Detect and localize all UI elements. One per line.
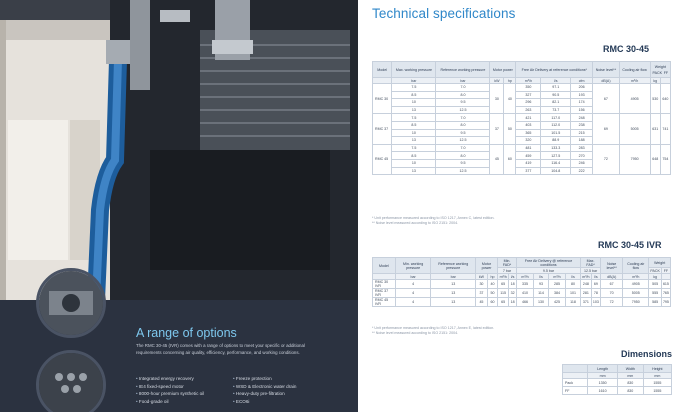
col-subheader: PACK: [650, 268, 660, 273]
unit-cell: kW: [476, 274, 488, 280]
table-cell: 830: [617, 387, 643, 395]
unit-cell: kg: [650, 78, 660, 84]
option-item: • Food-grade oil: [136, 398, 204, 406]
col-header: Max. FAD*: [581, 258, 601, 268]
table-cell: 10: [392, 159, 436, 167]
table-cell: 246: [571, 159, 593, 167]
table-cell: 1350: [588, 379, 618, 387]
ivr-footnotes: [372, 326, 494, 336]
table-cell: 419: [516, 159, 541, 167]
model-cell: RMC 45 IVR: [373, 298, 396, 307]
unit-cell: l/s: [566, 274, 581, 280]
table-cell: 12.5: [436, 137, 490, 145]
option-item: • Freeze protection: [233, 375, 296, 383]
table-cell: 67: [601, 280, 623, 289]
unit-cell: dB(A): [593, 78, 619, 84]
options-list-left: [136, 375, 204, 405]
col-header: Model: [373, 258, 396, 274]
table-cell: 112.0: [541, 121, 571, 129]
table-cell: 8.0: [436, 91, 490, 99]
table-cell: 281: [581, 289, 592, 298]
filter-inset-photo: [36, 350, 106, 412]
table-row: [563, 379, 672, 387]
dimensions-section-title: Dimensions: [621, 349, 673, 359]
table-cell: 263: [516, 106, 541, 114]
table-cell: 18: [509, 298, 517, 307]
table-cell: 12.5: [436, 167, 490, 175]
option-item: • Heavy-duty pre-filtration: [233, 390, 296, 398]
table-cell: 7.5: [392, 114, 436, 122]
table-cell: 40: [487, 280, 497, 289]
table-cell: 114: [533, 289, 548, 298]
col-header: Weight: [649, 258, 671, 268]
table-cell: 403: [516, 121, 541, 129]
table-cell: 530: [650, 84, 660, 114]
unit-cell: mm: [617, 373, 643, 379]
col-subheader: 12.5 bar: [581, 268, 601, 274]
table-cell: 188: [571, 137, 593, 145]
table-cell: 421: [516, 114, 541, 122]
table-cell: 795: [661, 298, 670, 307]
ivr-spec-table: [372, 257, 671, 307]
col-header: Noise level**: [593, 62, 619, 78]
col-header: Free Air Delivery @ reference conditions: [516, 258, 580, 268]
footnote: * Unit performance measured according to ISO 1217, Annex C, latest edition.: [372, 216, 495, 220]
table-cell: 1555: [643, 379, 671, 387]
table-cell: 585: [649, 298, 662, 307]
table-cell: 13: [392, 137, 436, 145]
table-cell: 4: [395, 298, 431, 307]
unit-cell: mm: [588, 373, 618, 379]
table-cell: 69: [593, 114, 619, 144]
table-cell: 631: [650, 114, 660, 144]
col-header: [563, 365, 588, 373]
table-cell: 555: [649, 289, 662, 298]
unit-cell: dB(A): [601, 274, 623, 280]
table-cell: 9.5: [436, 99, 490, 107]
table-cell: 350: [516, 84, 541, 92]
table-cell: 118: [566, 298, 581, 307]
table-cell: 115: [498, 289, 509, 298]
table-cell: 97.1: [541, 84, 571, 92]
model-cell: RMC 37: [373, 114, 392, 144]
row-label: FF: [563, 387, 588, 395]
unit-cell: bar: [392, 78, 436, 84]
table-cell: 80: [566, 280, 581, 289]
table-cell: 88.9: [541, 137, 571, 145]
table-cell: 8.5: [392, 152, 436, 160]
unit-cell: l/s: [509, 274, 517, 280]
table-cell: 459: [516, 152, 541, 160]
table-cell: 30: [490, 84, 504, 114]
col-header: Cooling air flow: [619, 62, 650, 78]
table-cell: 4905: [619, 84, 650, 114]
col-header: Min. working pressure: [395, 258, 431, 274]
table-cell: 1555: [643, 387, 671, 395]
table-cell: 30: [476, 280, 488, 289]
table-cell: 72: [601, 298, 623, 307]
unit-cell: kW: [490, 78, 504, 84]
table-cell: 101.5: [541, 129, 571, 137]
table-cell: 4: [395, 280, 431, 289]
table-cell: 82.1: [541, 99, 571, 107]
unit-cell: m³/h: [623, 274, 649, 280]
table-cell: 13: [431, 298, 476, 307]
table-cell: 7.0: [436, 114, 490, 122]
table-cell: 648: [650, 144, 660, 174]
table-cell: 73.7: [541, 106, 571, 114]
unit-cell: cfm: [571, 78, 593, 84]
table-cell: 7950: [623, 298, 649, 307]
col-header: Motor power: [490, 62, 516, 78]
table-cell: 9.5: [436, 129, 490, 137]
table-cell: 13: [392, 106, 436, 114]
table-row: [373, 144, 671, 152]
table-cell: 13: [431, 289, 476, 298]
table-cell: 7.0: [436, 84, 490, 92]
table-cell: 222: [571, 167, 593, 175]
table-cell: 60: [487, 298, 497, 307]
table-cell: 156: [571, 106, 593, 114]
col-header: Reference working pressure: [431, 258, 476, 274]
unit-cell: bar: [395, 274, 431, 280]
table-cell: 270: [571, 152, 593, 160]
table-cell: 248: [581, 280, 592, 289]
option-item: • Integrated energy recovery: [136, 375, 204, 383]
col-header: Cooling air flow: [623, 258, 649, 274]
option-item: • ECO6i: [233, 398, 296, 406]
table-cell: 40: [504, 84, 516, 114]
table-cell: 765: [661, 289, 670, 298]
table-row: [563, 387, 672, 395]
table-cell: 69: [591, 280, 600, 289]
table-cell: 7.5: [392, 144, 436, 152]
unit-cell: hp: [504, 78, 516, 84]
unit-cell: bar: [436, 78, 490, 84]
rmc-footnotes: [372, 216, 494, 226]
col-header: Min. FAD*: [498, 258, 517, 268]
table-cell: 320: [516, 137, 541, 145]
table-cell: 72: [593, 144, 619, 174]
table-cell: 741: [660, 114, 670, 144]
table-cell: 4905: [623, 280, 649, 289]
model-cell: RMC 37 IVR: [373, 289, 396, 298]
table-cell: 45: [476, 298, 488, 307]
col-header: Reference working pressure: [436, 62, 490, 78]
table-cell: 10: [392, 99, 436, 107]
unit-cell: m³/h: [516, 274, 533, 280]
rmc-section-title: RMC 30-45: [603, 44, 650, 54]
col-header: Width: [617, 365, 643, 373]
option-item: • 8000-hour premium synthetic oil: [136, 390, 204, 398]
table-cell: 4: [395, 289, 431, 298]
table-cell: 78: [591, 289, 600, 298]
rmc-spec-table: [372, 61, 671, 175]
unit-cell: mm: [643, 373, 671, 379]
unit-cell: m³/h: [549, 274, 566, 280]
table-cell: 127.5: [541, 152, 571, 160]
table-cell: 377: [516, 167, 541, 175]
option-item: • IE4 fixed-speed motor: [136, 383, 204, 391]
table-cell: 296: [516, 99, 541, 107]
table-cell: 13: [392, 167, 436, 175]
weight-sub-header: PACK: [652, 70, 663, 75]
page-title: Technical specifications: [372, 6, 516, 21]
table-cell: 215: [571, 129, 593, 137]
col-header: Noise level**: [601, 258, 623, 274]
table-cell: 410: [516, 289, 533, 298]
option-item: • WSD & Electronic water drain: [233, 383, 296, 391]
footnote: ** Noise level measured according to ISO 2151: 2004.: [372, 331, 459, 335]
table-cell: 466: [516, 298, 533, 307]
table-cell: 103: [591, 298, 600, 307]
table-cell: 45: [490, 144, 504, 174]
table-cell: 130: [533, 298, 548, 307]
options-list-right: [233, 375, 296, 405]
table-cell: 101: [566, 289, 581, 298]
table-cell: 117.0: [541, 114, 571, 122]
unit-cell: bar: [431, 274, 476, 280]
col-header: [650, 62, 670, 78]
col-header: Free Air Delivery at reference conditions*: [516, 62, 593, 78]
table-cell: 13: [431, 280, 476, 289]
ivr-section-title: RMC 30-45 IVR: [598, 240, 662, 250]
row-label: Pack: [563, 379, 588, 387]
options-title: A range of options: [136, 326, 237, 340]
col-header: Model: [373, 62, 392, 78]
table-row: [373, 298, 671, 307]
model-cell: RMC 30: [373, 84, 392, 114]
table-cell: 1610: [588, 387, 618, 395]
table-cell: 7.0: [436, 144, 490, 152]
table-cell: 116.4: [541, 159, 571, 167]
table-cell: 67: [593, 84, 619, 114]
unit-cell: l/s: [591, 274, 600, 280]
table-row: [373, 84, 671, 92]
table-cell: 174: [571, 99, 593, 107]
weight-sub-header: FF: [663, 70, 669, 75]
unit-cell: m³/h: [498, 274, 509, 280]
energy-recovery-inset-photo: [36, 268, 106, 338]
table-cell: 8.5: [392, 91, 436, 99]
table-cell: 640: [660, 84, 670, 114]
table-cell: 32: [509, 289, 517, 298]
footnote: * Unit performance measured according to ISO 1217, Annex E, latest edition.: [372, 326, 495, 330]
unit-cell: l/s: [541, 78, 571, 84]
model-cell: RMC 30 IVR: [373, 280, 396, 289]
table-cell: 10: [392, 129, 436, 137]
table-cell: 285: [549, 280, 566, 289]
table-cell: 90.5: [541, 91, 571, 99]
weight-header: Weight: [654, 64, 666, 69]
table-cell: 384: [549, 289, 566, 298]
col-subheader: 7 bar: [498, 268, 517, 274]
unit-cell: kg: [649, 274, 662, 280]
table-cell: 425: [549, 298, 566, 307]
table-cell: 365: [516, 129, 541, 137]
table-cell: 70: [601, 289, 623, 298]
col-header: Max. working pressure: [392, 62, 436, 78]
table-cell: 8.5: [392, 121, 436, 129]
table-cell: 93: [533, 280, 548, 289]
table-cell: 7.5: [392, 84, 436, 92]
table-cell: 5005: [619, 114, 650, 144]
dimensions-table: [562, 364, 672, 395]
unit-cell: m³/h: [516, 78, 541, 84]
table-cell: 8.0: [436, 152, 490, 160]
table-cell: 505: [649, 280, 662, 289]
table-cell: 12.5: [436, 106, 490, 114]
table-cell: 65: [498, 298, 509, 307]
table-cell: 615: [661, 280, 670, 289]
table-cell: 754: [660, 144, 670, 174]
unit-cell: hp: [487, 274, 497, 280]
table-cell: 18: [509, 280, 517, 289]
table-cell: 327: [516, 91, 541, 99]
model-cell: RMC 45: [373, 144, 392, 174]
table-cell: 371: [581, 298, 592, 307]
table-cell: 8.0: [436, 121, 490, 129]
table-cell: 248: [571, 114, 593, 122]
table-cell: 5005: [623, 289, 649, 298]
options-intro: The RMC 30-45 (IVR) comes with a range of options to meet your specific or additional requirements concerning air quality, efficiency, performance, and working conditions.: [136, 343, 305, 355]
table-cell: 830: [617, 379, 643, 387]
table-cell: 133.3: [541, 144, 571, 152]
table-cell: 104.8: [541, 167, 571, 175]
table-cell: 9.5: [436, 159, 490, 167]
table-cell: 206: [571, 84, 593, 92]
unit-cell: l/s: [533, 274, 548, 280]
col-header: Motor power: [476, 258, 498, 274]
table-row: [373, 114, 671, 122]
table-cell: 283: [571, 144, 593, 152]
unit-cell: m³/h: [619, 78, 650, 84]
table-cell: 7950: [619, 144, 650, 174]
table-cell: 37: [476, 289, 488, 298]
col-header: Height: [643, 365, 671, 373]
col-header: Length: [588, 365, 618, 373]
table-cell: 50: [487, 289, 497, 298]
table-cell: 65: [498, 280, 509, 289]
col-subheader: 9.5 bar: [516, 268, 580, 274]
table-row: [373, 280, 671, 289]
table-cell: 50: [504, 114, 516, 144]
footnote: ** Noise level measured according to ISO 2151: 2004.: [372, 221, 459, 225]
table-row: [373, 289, 671, 298]
table-cell: 238: [571, 121, 593, 129]
table-cell: 481: [516, 144, 541, 152]
table-cell: 60: [504, 144, 516, 174]
unit-cell: m³/h: [582, 274, 590, 279]
compressor-photo: [0, 0, 358, 300]
table-cell: 193: [571, 91, 593, 99]
table-cell: 335: [516, 280, 533, 289]
table-cell: 37: [490, 114, 504, 144]
col-subheader: FF: [661, 268, 670, 274]
